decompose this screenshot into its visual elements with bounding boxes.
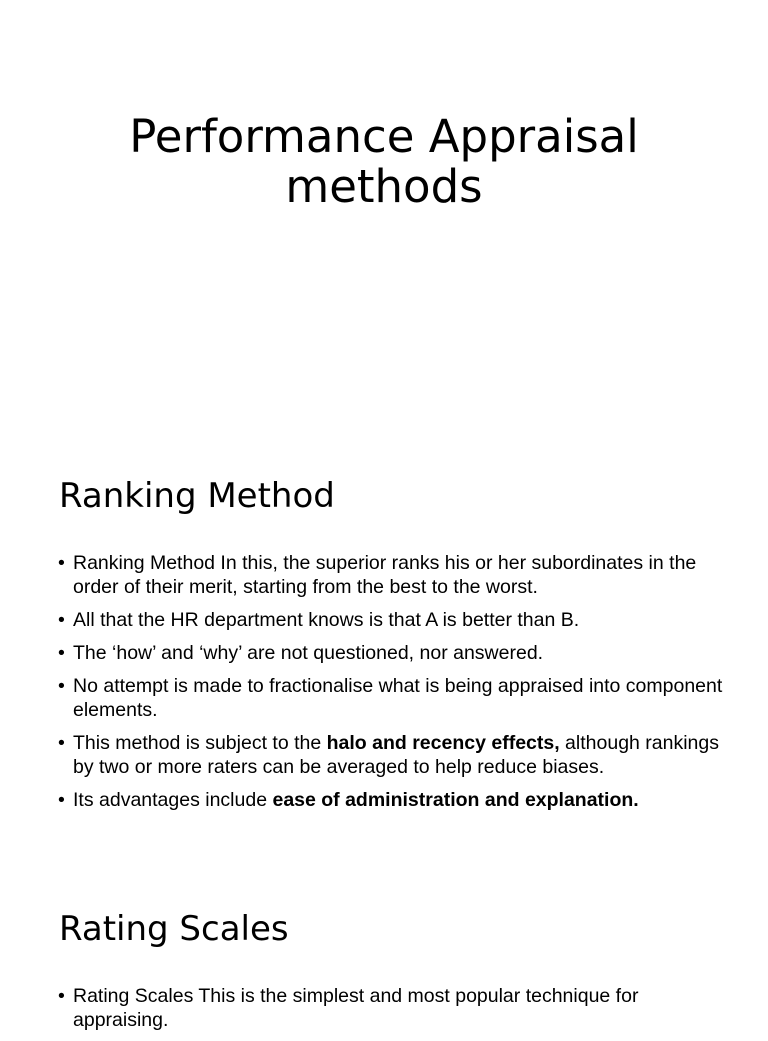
ranking-method-bullet-list (58, 551, 728, 821)
slide-title-line-2: methods (285, 160, 483, 213)
bullet-text: Rating Scales This is the simplest and most popular technique for appraising. (73, 985, 639, 1031)
bullet-text-pre: This method is subject to the (73, 732, 327, 754)
bullet-item (58, 674, 728, 722)
bullet-text-bold: halo and recency effects, (326, 732, 560, 754)
bullet-dot: • (58, 609, 65, 631)
bullet-item (58, 551, 728, 599)
bullet-item (58, 731, 728, 779)
bullet-dot: • (58, 675, 65, 697)
bullet-item (58, 641, 728, 665)
bullet-text: No attempt is made to fractionalise what is being appraised into component elements. (73, 675, 723, 721)
bullet-item (58, 788, 728, 812)
slide-title-line-1: Performance Appraisal (129, 110, 639, 163)
bullet-text-pre: Its advantages include (73, 789, 273, 811)
bullet-text: The ‘how’ and ‘why’ are not questioned, nor answered. (73, 642, 544, 664)
bullet-text-post: although rankings by two or more raters can be averaged to help reduce biases. (73, 732, 720, 778)
slide-title (0, 112, 768, 212)
section-heading-ranking-method: Ranking Method (59, 476, 335, 516)
bullet-dot: • (58, 642, 65, 664)
bullet-text-bold: ease of administration and explanation. (272, 789, 639, 811)
rating-scales-bullet-list (58, 984, 728, 1041)
bullet-dot: • (58, 789, 65, 811)
bullet-item (58, 984, 728, 1032)
bullet-item (58, 608, 728, 632)
bullet-text: Ranking Method In this, the superior ranks his or her subordinates in the order of their merit, starting from the best to the worst. (73, 552, 697, 598)
bullet-dot: • (58, 732, 65, 754)
bullet-text: All that the HR department knows is that A is better than B. (73, 609, 580, 631)
bullet-dot: • (58, 985, 65, 1007)
bullet-dot: • (58, 552, 65, 574)
section-heading-rating-scales: Rating Scales (59, 909, 289, 949)
